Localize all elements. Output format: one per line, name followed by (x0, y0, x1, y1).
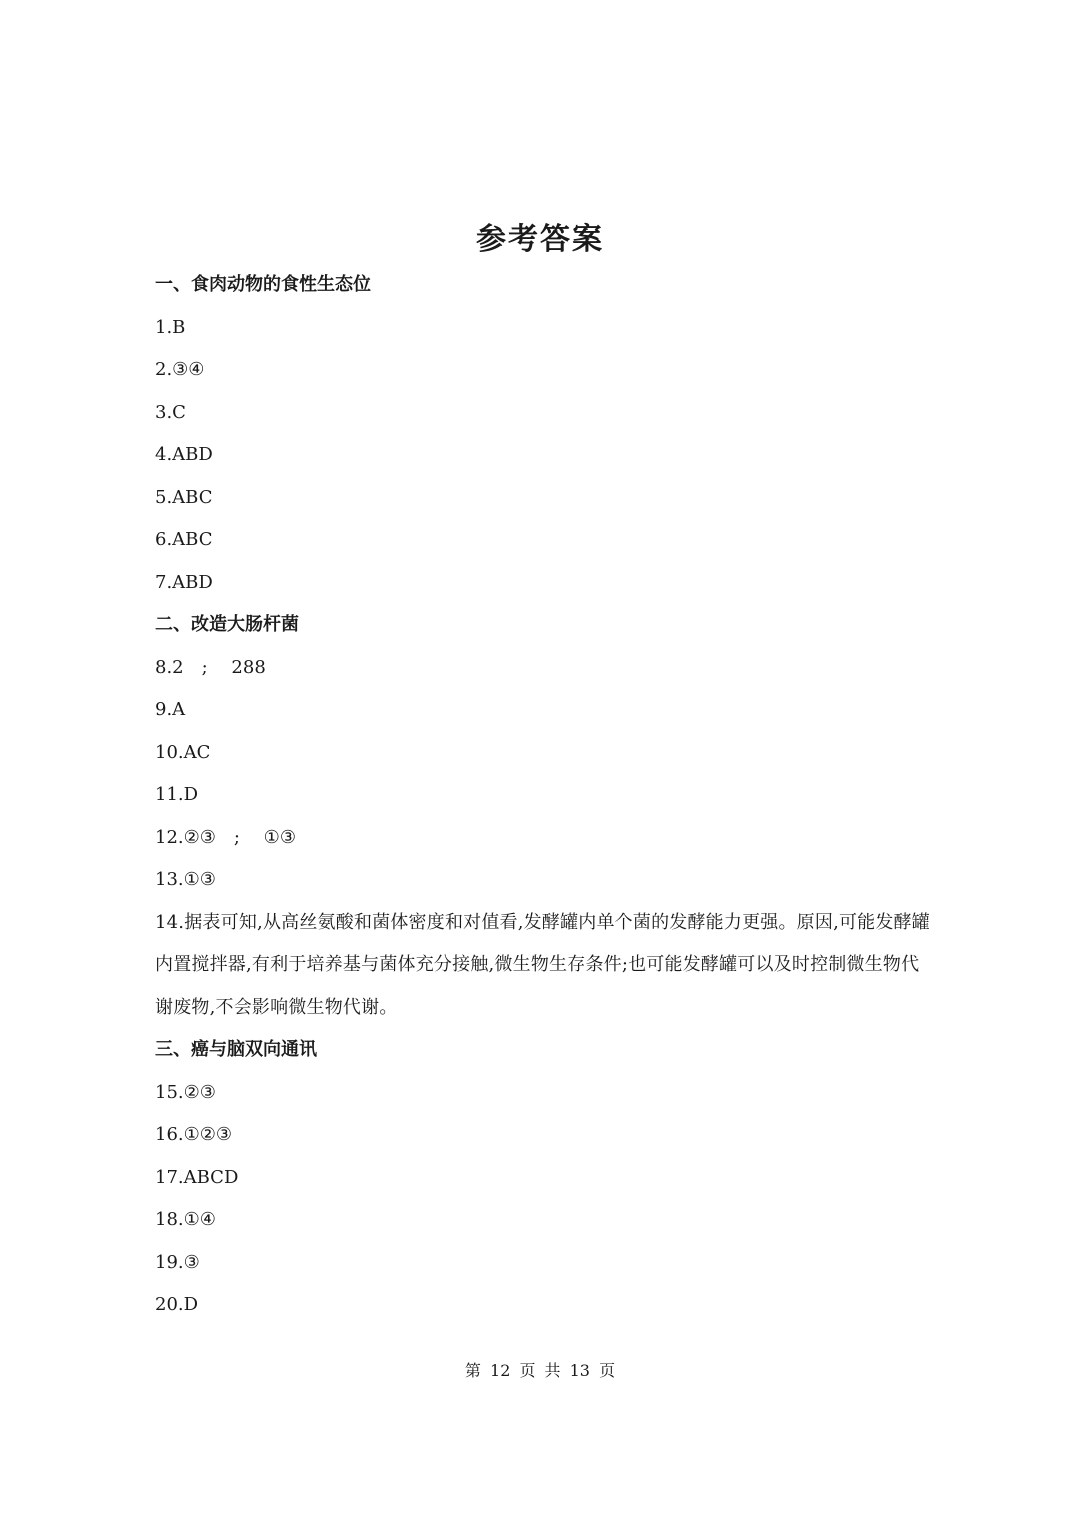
answer-16: 16.①②③ (155, 1124, 233, 1145)
answer-20: 20.D (155, 1294, 199, 1315)
answer-4: 4.ABD (155, 444, 213, 465)
answer-3: 3.C (155, 401, 186, 423)
answer-2: 2.③④ (155, 359, 205, 380)
answer-15: 15.②③ (155, 1081, 216, 1103)
answer-11: 11.D (155, 784, 199, 805)
section-heading-3: 三、癌与脑双向通讯 (155, 1039, 317, 1060)
answer-18: 18.①④ (155, 1209, 216, 1230)
section-heading-1: 一、食肉动物的食性生态位 (155, 274, 371, 295)
answer-7: 7.ABD (155, 571, 213, 593)
answer-14-paragraph: 14.据表可知,从高丝氨酸和菌体密度和对值看,发酵罐内单个菌的发酵能力更强。原因,可能发酵罐内置搅拌器,有利于培养基与菌体充分接触,微生物生存条件;也可能发酵罐可以及时控制微生物代谢废物,不会影响微生物代谢。 (155, 911, 930, 1018)
section-heading-2: 二、改造大肠杆菌 (155, 614, 299, 635)
answer-19: 19.③ (155, 1251, 200, 1273)
answer-1: 1.B (155, 316, 186, 338)
answer-9: 9.A (155, 699, 186, 720)
page-footer: 第 12 页 共 13 页 (464, 1361, 616, 1380)
answer-17: 17.ABCD (155, 1166, 239, 1188)
answer-13: 13.①③ (155, 869, 216, 890)
answer-8: 8.2 ; 288 (155, 656, 266, 678)
page-title: 参考答案 (476, 222, 604, 257)
answer-5: 5.ABC (155, 486, 213, 508)
answer-12: 12.②③ ; ①③ (155, 826, 296, 848)
answer-6: 6.ABC (155, 529, 213, 550)
answer-10: 10.AC (155, 741, 211, 763)
answer-content (155, 270, 935, 1333)
